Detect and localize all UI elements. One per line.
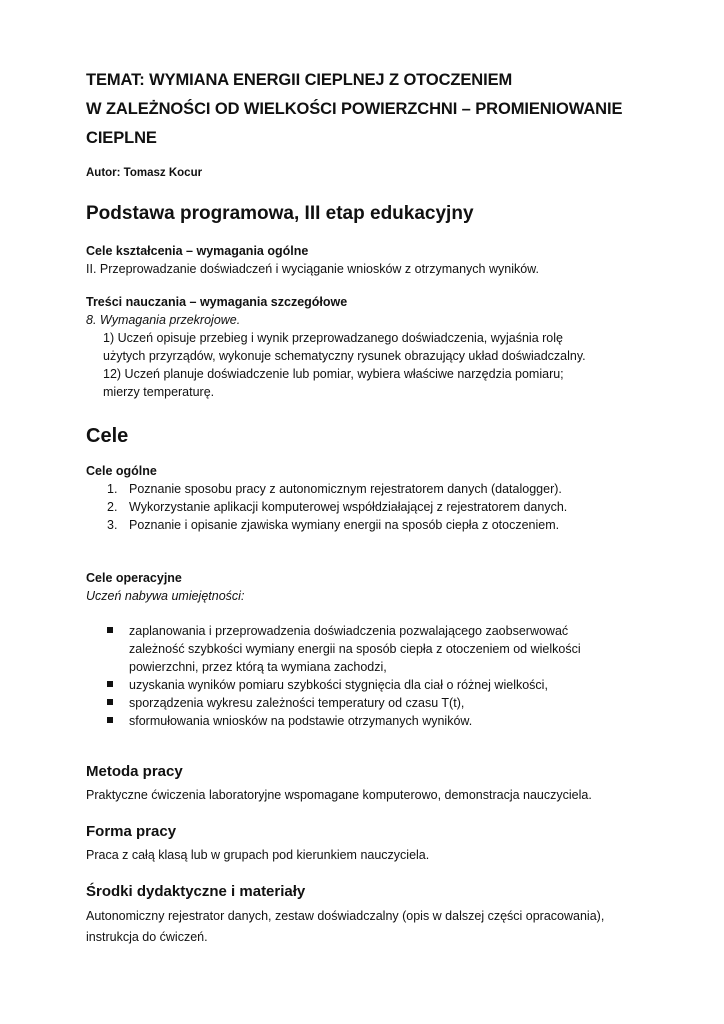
list-item [86, 622, 656, 676]
list-item-line: sformułowania wniosków na podstawie otrzymanych wyników. [129, 714, 473, 728]
list-item-line: uzyskania wyników pomiaru szybkości stygnięcia dla ciał o różnej wielkości, [129, 678, 548, 692]
tresci-line: użytych przyrządów, wykonuje schematyczny rysunek obrazujący układ doświadczalny. [103, 349, 586, 363]
list-item [86, 676, 656, 694]
bullet-icon [107, 717, 113, 723]
list-number: 1. [107, 482, 118, 496]
document-page [86, 66, 656, 948]
metoda-text: Praktyczne ćwiczenia laboratoryjne wspomagane komputerowo, demonstracja nauczyciela. [86, 788, 592, 802]
title-line: CIEPLNE [86, 129, 157, 147]
list-item-line: zależność szybkości wymiany energii na sposób ciepła z otoczeniem od wielkości [129, 642, 581, 656]
cele-operacyjne-label: Cele operacyjne [86, 571, 182, 585]
list-number: 3. [107, 518, 118, 532]
tresci-label: Treści nauczania – wymagania szczegółowe [86, 295, 348, 309]
list-item [86, 712, 656, 730]
bullet-icon [107, 627, 113, 633]
author: Autor: Tomasz Kocur [86, 167, 203, 179]
bullet-icon [107, 681, 113, 687]
bullet-icon [107, 699, 113, 705]
cele-ogolne-label: Cele ogólne [86, 464, 157, 478]
cele-ksztalcenia-label: Cele kształcenia – wymagania ogólne [86, 244, 309, 258]
list-number: 2. [107, 500, 118, 514]
tresci-sub: 8. Wymagania przekrojowe. [86, 313, 241, 327]
forma-text: Praca z całą klasą lub w grupach pod kierunkiem nauczyciela. [86, 848, 430, 862]
cele-ksztalcenia-text: II. Przeprowadzanie doświadczeń i wyciąganie wniosków z otrzymanych wyników. [86, 262, 539, 276]
tresci-line: mierzy temperaturę. [103, 385, 215, 399]
list-item-line: powierzchni, przez którą ta wymiana zachodzi, [129, 660, 387, 674]
cele-heading: Cele [86, 425, 129, 447]
list-item [86, 498, 656, 516]
list-item [86, 480, 656, 498]
cele-ogolne-list [86, 480, 656, 534]
tresci-line: 1) Uczeń opisuje przebieg i wynik przeprowadzanego doświadczenia, wyjaśnia rolę [103, 331, 563, 345]
title-line: W ZALEŻNOŚCI OD WIELKOŚCI POWIERZCHNI – PROMIENIOWANIE [86, 100, 623, 118]
list-item-line: zaplanowania i przeprowadzenia doświadczenia pozwalającego zaobserwować [129, 624, 569, 638]
metoda-heading: Metoda pracy [86, 763, 183, 780]
list-item [86, 694, 656, 712]
document-title [86, 66, 656, 153]
srodki-heading: Środki dydaktyczne i materiały [86, 883, 306, 900]
list-item-text: Poznanie i opisanie zjawiska wymiany energii na sposób ciepła z otoczeniem. [129, 518, 560, 532]
list-item-text: Wykorzystanie aplikacji komputerowej współdziałającej z rejestratorem danych. [129, 500, 568, 514]
title-line: TEMAT: WYMIANA ENERGII CIEPLNEJ Z OTOCZENIEM [86, 71, 513, 89]
list-item-text: Poznanie sposobu pracy z autonomicznym rejestratorem danych (datalogger). [129, 482, 562, 496]
tresci-line: 12) Uczeń planuje doświadczenie lub pomiar, wybiera właściwe narzędzia pomiaru; [103, 367, 564, 381]
cele-operacyjne-intro: Uczeń nabywa umiejętności: [86, 589, 245, 603]
srodki-line: instrukcja do ćwiczeń. [86, 930, 208, 944]
srodki-line: Autonomiczny rejestrator danych, zestaw doświadczalny (opis w dalszej części opracowania), [86, 909, 605, 923]
podstawa-heading: Podstawa programowa, III etap edukacyjny [86, 203, 474, 224]
forma-heading: Forma pracy [86, 823, 177, 840]
cele-operacyjne-list [86, 622, 656, 730]
list-item-line: sporządzenia wykresu zależności temperatury od czasu T(t), [129, 696, 465, 710]
list-item [86, 516, 656, 534]
